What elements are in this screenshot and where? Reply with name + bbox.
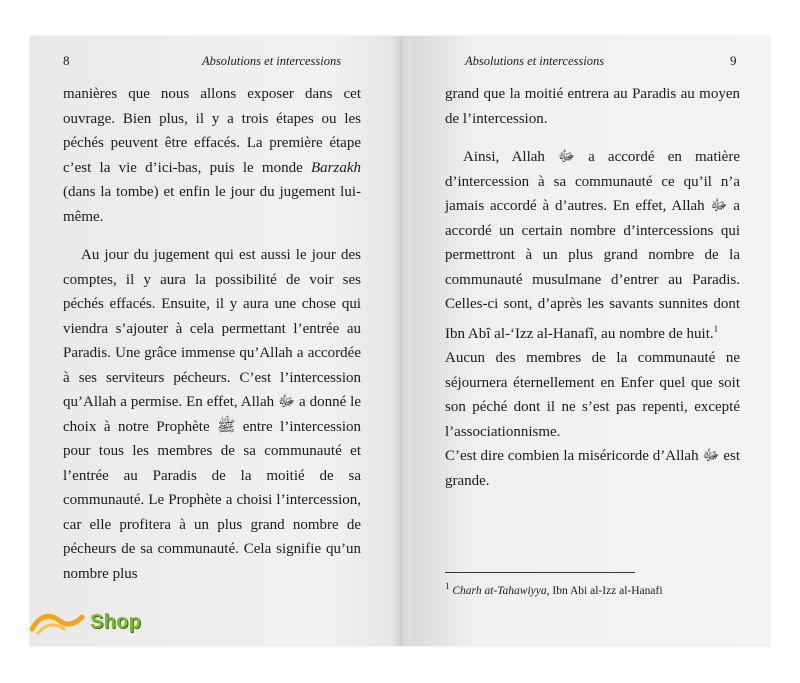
- footnote-separator: [445, 572, 635, 573]
- book-gutter: [392, 36, 410, 646]
- paragraph: Au jour du jugement qui est aussi le jour des comptes, il y aura la possibilité de voir ses péchés effacés. Ensuite, il y aura une chose qui viendra s’ajouter à cela permettant l’entrée au Paradis. Une grâce immense qu’Allah a accordée à ses serviteurs pécheurs. C’est l’intercession qu’Allah a permise. En effet, Allah ﷻ a donné le choix à notre Prophète ﷺ entre l’intercession pour tous les membres de sa communauté et l’entrée au Paradis de la moitié de sa communauté. Le Prophète a choisi l’intercession, car elle profitera à un plus grand nombre de pécheurs de sa communauté. Cela signifie qu’un nombre plus: [63, 247, 362, 582]
- body-text: [63, 82, 361, 586]
- left-page: [30, 36, 400, 646]
- right-page: [400, 36, 770, 646]
- running-head: Absolutions et intercessions: [202, 54, 342, 68]
- page-number: 8: [63, 53, 70, 68]
- page-number: 9: [730, 53, 737, 68]
- footnote: $^1$ Charh at-Tahawiyya, Ibn Abi al-Izz al-Hanafi: [445, 581, 663, 597]
- paragraph: grand que la moitié entrera au Paradis au moyen de l’intercession.: [445, 86, 740, 127]
- paragraph: Aucun des membres de la communauté ne séjournera éternellement en Enfer quel que soit son péché dont il ne s’est pas repenti, excepté l’associationnisme.: [445, 350, 740, 440]
- logo-text: Shop: [90, 611, 142, 633]
- footnote-reference: 1: [713, 323, 719, 334]
- paragraph: manières que nous allons exposer dans cet ouvrage. Bien plus, il y a trois étapes ou les péchés peuvent être effacés. La première étape c’est la vie d’ici-bas, puis le monde Barzakh (dans la tombe) et enfin le jour du jugement lui-même.: [63, 86, 361, 225]
- body-text: [445, 82, 740, 493]
- paragraph: Ainsi, Allah ﷻ a accordé en matière d’intercession à sa communauté ce qu’il n’a jamais accordé à d’autres. En effet, Allah ﷻ a accordé un certain nombre d’intercessions qui permettront à un plus grand nombre de la communauté musulmane d’entrer au Paradis. Celles-ci sont, d’après les savants sunnites dont Ibn Abî al-‘Izz al-Hanafî, au nombre de huit.$^1$: [445, 149, 740, 342]
- open-book: [30, 36, 770, 646]
- running-head: Absolutions et intercessions: [465, 54, 605, 68]
- paragraph: C’est dire combien la miséricorde d’Allah ﷻ est grande.: [445, 448, 740, 489]
